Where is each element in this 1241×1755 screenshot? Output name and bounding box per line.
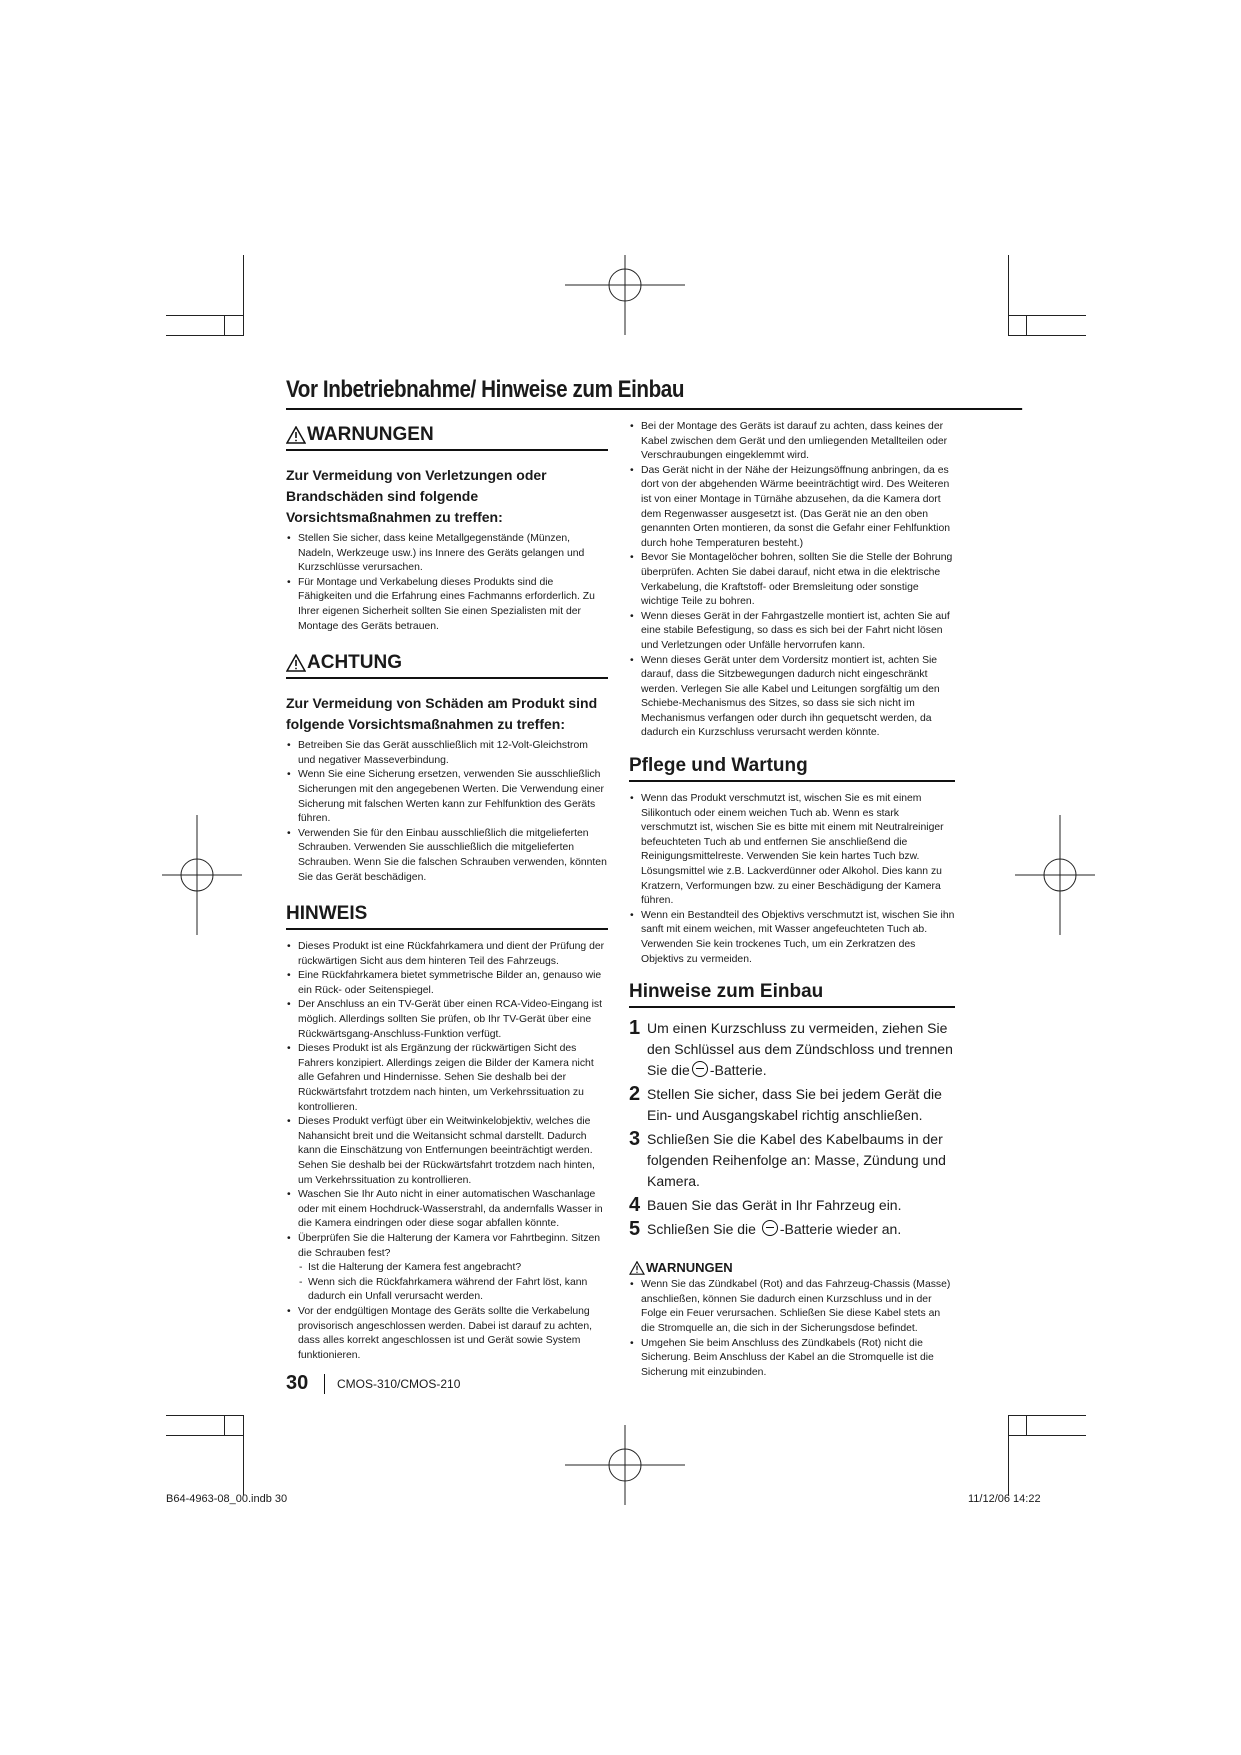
step-number: 4 (629, 1194, 641, 1217)
list-item (286, 1232, 608, 1305)
warnungen2-heading-text: WARNUNGEN (646, 1260, 733, 1276)
crop-mark (224, 1415, 225, 1435)
step-item (629, 1018, 955, 1081)
crop-mark (1008, 335, 1086, 336)
step-text: Stellen Sie sicher, dass Sie bei jedem Gerät die Ein- und Ausgangskabel richtig anschließen. (647, 1086, 942, 1124)
crop-mark (1008, 315, 1086, 316)
step-number: 5 (629, 1218, 641, 1241)
crop-mark (1008, 1415, 1009, 1495)
warning-triangle-icon (629, 1261, 645, 1275)
einbau-heading: Hinweise zum Einbau (629, 981, 955, 1008)
minus-terminal-icon (762, 1220, 778, 1236)
registration-mark-icon (565, 1425, 685, 1505)
montage-notes-list (629, 420, 955, 741)
achtung-heading (286, 652, 608, 679)
hinweis-section (286, 903, 608, 1363)
registration-mark-icon (1015, 815, 1095, 935)
step-item (629, 1084, 955, 1126)
warnungen-list (286, 532, 608, 634)
crop-mark (1008, 255, 1009, 335)
registration-mark-icon (565, 255, 685, 335)
step-number: 1 (629, 1017, 641, 1040)
step-text: Bauen Sie das Gerät in Ihr Fahrzeug ein. (647, 1197, 902, 1214)
hinweis-heading: HINWEIS (286, 903, 608, 930)
list-item: • Verwenden Sie für den Einbau ausschließlich die mitgelieferten Schrauben. Verwenden Sie ausschließlich die mitgelieferten Schrauben. Wenn Sie die falschen Schrauben verwenden, könnten Sie das Gerät beschädigen. (286, 827, 608, 885)
list-item: • Betreiben Sie das Gerät ausschließlich mit 12-Volt-Gleichstrom und negativer Masseverbindung. (286, 739, 608, 768)
crop-mark (166, 1435, 244, 1436)
list-item: • Das Gerät nicht in der Nähe der Heizungsöffnung anbringen, da es dort von der abgehenden Wärme beeinträchtigt wird. Des Weiteren ist von einer Montage in Türnähe abzusehen, da die Kamera dort dem Regenwasser ausgesetzt ist. (Das Gerät nie an den oben genannten Orten montieren, da sonst die Gefahr einer Fehlfunktion durch hohe Temperaturen besteht.) (629, 464, 955, 552)
list-item: • Umgehen Sie beim Anschluss des Zündkabels (Rot) nicht die Sicherung. Beim Anschluss der Kabel an die Stromquelle ist die Sicherung mit einzubinden. (629, 1337, 955, 1381)
step-number: 2 (629, 1083, 641, 1106)
registration-mark-icon (162, 815, 242, 935)
list-item: • Wenn Sie das Zündkabel (Rot) and das Fahrzeug-Chassis (Masse) anschließen, können Sie dadurch einen Kurzschluss und in der Folge ein Feuer verursachen. Schließen Sie diese Kabel stets an die Stromquelle an, die sich in der Sicherungsdose befindet. (629, 1278, 955, 1336)
list-item: • Bei der Montage des Geräts ist darauf zu achten, dass keines der Kabel zwischen dem Gerät und den umliegenden Metallteilen oder Verschraubungen eingeklemmt wird. (629, 420, 955, 464)
step-item (629, 1195, 955, 1216)
list-item: • Dieses Produkt ist eine Rückfahrkamera und dient der Prüfung der rückwärtigen Sicht aus dem hinteren Teil des Fahrzeugs. (286, 940, 608, 969)
right-column (629, 420, 955, 1380)
crop-mark (166, 315, 244, 316)
pflege-list (629, 792, 955, 967)
achtung-heading-text: ACHTUNG (307, 652, 402, 674)
einbau-section (629, 981, 955, 1380)
list-item: • Für Montage und Verkabelung dieses Produkts sind die Fähigkeiten und die Erfahrung eines Fachmanns erforderlich. Zu Ihrer eigenen Sicherheit sollten Sie einen Spezialisten mit der Montage des Geräts betrauen. (286, 576, 608, 634)
step-text: -Batterie wieder an. (779, 1221, 902, 1238)
list-item: • Bevor Sie Montagelöcher bohren, sollten Sie die Stelle der Bohrung überprüfen. Achten Sie dabei darauf, nicht etwa in die elektrische Verkabelung, die Kraftstoff- oder Bremsleitung oder sonstige wichtige Teile zu bohren. (629, 551, 955, 609)
list-item: • Wenn das Produkt verschmutzt ist, wischen Sie es mit einem Silikontuch oder einem weichen Tuch ab. Wenn es stark verschmutzt ist, wischen Sie es bitte mit einem mit Neutralreiniger befeuchteten Tuch ab und entfernen Sie anschließend die Reinigungsmittelreste. Verwenden Sie kein hartes Tuch bzw. Lösungsmittel wie z.B. Lackverdünner oder Alkohol. Dies kann zu Kratzern, Verformungen bzw. zu einer Beschädigung der Kamera führen. (629, 792, 955, 909)
print-slug-file: B64-4963-08_00.indb 30 (166, 1493, 288, 1505)
list-item: • Eine Rückfahrkamera bietet symmetrische Bilder an, genauso wie ein Rück- oder Seitenspiegel. (286, 969, 608, 998)
list-item: • Der Anschluss an ein TV-Gerät über einen RCA-Video-Eingang ist möglich. Allerdings sollten Sie prüfen, ob Ihr TV-Gerät über eine Rückwärtsgang-Anschluss-Funktion verfügt. (286, 998, 608, 1042)
step-item (629, 1219, 955, 1240)
warnungen-section (286, 424, 608, 634)
step-item (629, 1129, 955, 1192)
sub-list-item: - Wenn sich die Rückfahrkamera während der Fahrt löst, kann dadurch ein Unfall verursacht werden. (298, 1276, 608, 1305)
crop-mark (1026, 1415, 1027, 1435)
list-item: • Dieses Produkt verfügt über ein Weitwinkelobjektiv, welches die Nahansicht breit und die Weitansicht schmal darstellt. Dadurch kann die Einschätzung von Entfernungen beeinträchtigt werden. Sehen Sie deshalb bei der Rückwärtsfahrt trotzdem nach hinten, um Verkehrssituation zu kontrollieren. (286, 1115, 608, 1188)
warnungen-subhead: Zur Vermeidung von Verletzungen oder Brandschäden sind folgende Vorsichtsmaßnahmen zu treffen: (286, 467, 547, 525)
list-item: • Dieses Produkt ist als Ergänzung der rückwärtigen Sicht des Fahrers konzipiert. Allerdings zeigen die Bilder der Kamera nicht alle Gefahren und Hindernisse. Sehen Sie deshalb bei der Rückwärtsfahrt trotzdem nach hinten, um Verkehrssituation zu kontrollieren. (286, 1042, 608, 1115)
step-text: Schließen Sie die Kabel des Kabelbaums in der folgenden Reihenfolge an: Masse, Zündung und Kamera. (647, 1131, 946, 1190)
step-number: 3 (629, 1128, 641, 1151)
page-number: 30 (286, 1372, 309, 1394)
einbau-steps (629, 1018, 955, 1240)
list-item: • Stellen Sie sicher, dass keine Metallgegenstände (Münzen, Nadeln, Werkzeuge usw.) ins Innere des Geräts gelangen und Kurzschlüsse verursachen. (286, 532, 608, 576)
list-item: • Wenn dieses Gerät in der Fahrgastzelle montiert ist, achten Sie auf eine stabile Befestigung, so dass es sich bei der Fahrt nicht lösen und Verletzungen oder Unfälle hervorrufen kann. (629, 610, 955, 654)
montage-notes-section (629, 420, 955, 741)
page-title: Vor Inbetriebnahme/ Hinweise zum Einbau (286, 376, 1022, 410)
crop-mark (166, 1415, 244, 1416)
warnungen2-heading (629, 1260, 955, 1275)
crop-mark (1008, 1415, 1086, 1416)
list-item: • Wenn Sie eine Sicherung ersetzen, verwenden Sie ausschließlich Sicherungen mit den angegebenen Werten. Die Verwendung einer Sicherung mit falschen Werten kann zur Fehlfunktion des Geräts führen. (286, 768, 608, 826)
crop-mark (1026, 315, 1027, 335)
left-column (286, 424, 608, 1381)
warnungen-heading (286, 424, 608, 451)
sub-list (298, 1261, 608, 1305)
achtung-section (286, 652, 608, 885)
list-item: • Wenn ein Bestandteil des Objektivs verschmutzt ist, wischen Sie ihn sanft mit einem weichen, mit Wasser angefeuchteten Tuch ab. Verwenden Sie kein trockenes Tuch, um ein Zerkratzen des Objektivs zu vermeiden. (629, 909, 955, 967)
list-item-text: Überprüfen Sie die Halterung der Kamera vor Fahrtbeginn. Sitzen die Schrauben fest? (298, 1232, 601, 1259)
warning-triangle-icon (286, 654, 306, 672)
crop-mark (243, 255, 244, 335)
step-text: Schließen Sie die (647, 1221, 760, 1238)
crop-mark (166, 335, 244, 336)
pflege-section (629, 755, 955, 967)
achtung-list (286, 739, 608, 885)
footer-divider (324, 1374, 325, 1394)
pflege-heading: Pflege und Wartung (629, 755, 955, 782)
hinweis-list (286, 940, 608, 1363)
crop-mark (224, 315, 225, 335)
warning-triangle-icon (286, 426, 306, 444)
list-item: • Vor der endgültigen Montage des Geräts sollte die Verkabelung provisorisch angeschlossen werden. Dabei ist darauf zu achten, dass alles korrekt angeschlossen ist und Gerät sowie System funktionieren. (286, 1305, 608, 1363)
step-text: -Batterie. (709, 1062, 767, 1079)
warnungen2-list (629, 1278, 955, 1380)
list-item: • Waschen Sie Ihr Auto nicht in einer automatischen Waschanlage oder mit einem Hochdruck-Wasserstrahl, da andernfalls Wasser in die Kamera eindringen oder diese sogar abfallen könnte. (286, 1188, 608, 1232)
step-text: Um einen Kurzschluss zu vermeiden, ziehen Sie den Schlüssel aus dem Zündschloss und trennen Sie die (647, 1020, 953, 1079)
crop-mark (1008, 1435, 1086, 1436)
minus-terminal-icon (692, 1061, 708, 1077)
crop-mark (243, 1415, 244, 1495)
achtung-subhead: Zur Vermeidung von Schäden am Produkt sind folgende Vorsichtsmaßnahmen zu treffen: (286, 695, 598, 733)
warnungen-heading-text: WARNUNGEN (307, 424, 434, 445)
model-name: CMOS-310/CMOS-210 (337, 1377, 461, 1391)
sub-list-item: - Ist die Halterung der Kamera fest angebracht? (298, 1261, 608, 1276)
print-slug-date: 11/12/06 14:22 (968, 1493, 1041, 1505)
list-item: • Wenn dieses Gerät unter dem Vordersitz montiert ist, achten Sie darauf, dass die Sitzbewegungen dadurch nicht eingeschränkt werden. Verlegen Sie alle Kabel und Leitungen sorgfältig um den Schiebe-Mechanismus des Sitzes, so dass sie sich nicht im Mechanismus verfangen oder durch ihn gequetscht werden, da dadurch ein Kurzschluss verursacht werden könnte. (629, 654, 955, 742)
